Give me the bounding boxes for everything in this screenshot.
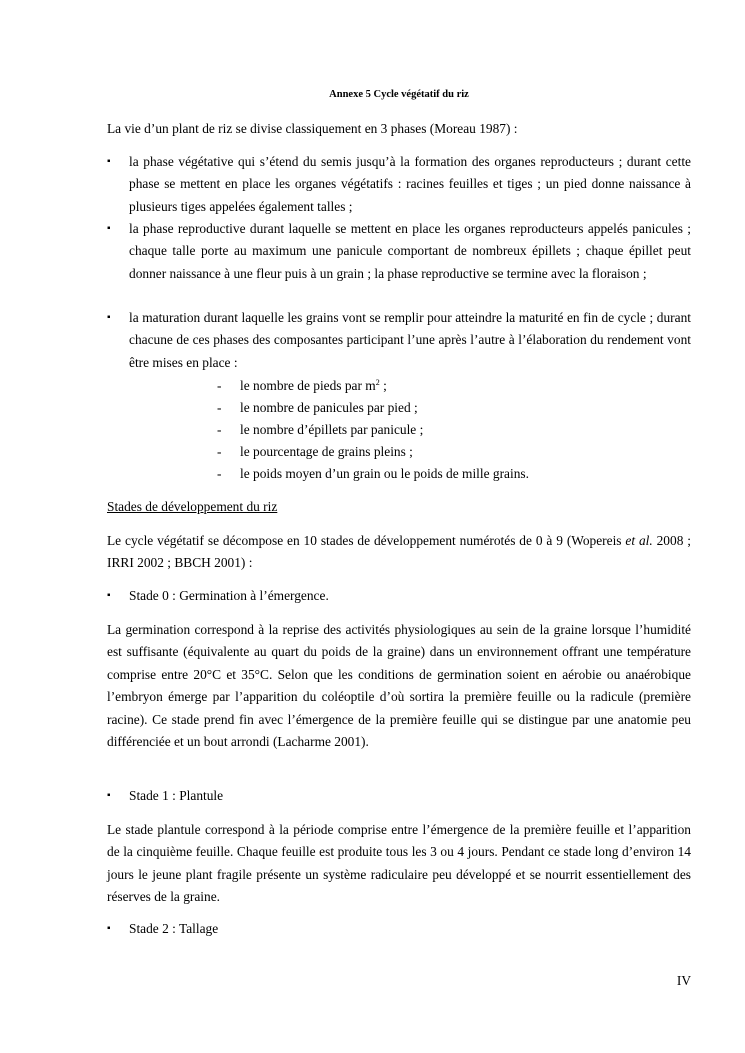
component-text: le poids moyen d’un grain ou le poids de mille grains.: [240, 466, 529, 481]
page-title: Annexe 5 Cycle végétatif du riz: [329, 89, 469, 100]
stage-label: Stade 1 : Plantule: [129, 788, 224, 803]
component-text: le nombre de panicules par pied ;: [240, 400, 418, 415]
section-heading: Stades de développement du riz: [107, 499, 278, 514]
stage-label: Stade 2 : Tallage: [129, 921, 219, 936]
page-number: IV: [676, 973, 691, 988]
bullet-square-icon: ▪: [107, 223, 111, 234]
bullet-square-icon: ▪: [107, 156, 111, 167]
phase-text: la maturation durant laquelle les grains vont se remplir pour atteindre la maturité en fin de cycle ; durant chacune de ces phases des composantes participant l’une après l’autre à l’élaboration du rendement vont être mises en place :: [129, 310, 691, 370]
component-text: le nombre d’épillets par panicule ;: [240, 422, 424, 437]
stage-label: Stade 0 : Germination à l’émergence.: [129, 588, 329, 603]
intro-paragraph: La vie d’un plant de riz se divise classiquement en 3 phases (Moreau 1987) :: [107, 121, 518, 136]
cycle-intro-paragraph: Le cycle végétatif se décompose en 10 stades de développement numérotés de 0 à 9 (Wopereis et al. 2008 ; IRRI 2002 ; BBCH 2001) :: [107, 533, 691, 571]
bullet-square-icon: ▪: [107, 923, 111, 934]
bullet-square-icon: ▪: [107, 312, 111, 323]
component-text: le nombre de pieds par $m^2$ ;: [240, 378, 387, 393]
component-text: le pourcentage de grains pleins ;: [240, 444, 413, 459]
dash-marker: -: [217, 378, 222, 393]
phase-item-maturation: [107, 307, 691, 375]
phase-item-vegetative: [107, 151, 691, 219]
dash-marker: -: [217, 466, 222, 481]
phase-item-reproductive: [107, 218, 691, 308]
bullet-square-icon: ▪: [107, 590, 111, 601]
stage-0-paragraph: La germination correspond à la reprise des activités physiologiques au sein de la graine lorsque l’humidité est suffisante (équivalente au quart du poids de la graine) dans un environnement offrant une température comprise entre 20°C et 35°C. Selon que les conditions de germination soient en aérobie ou anaérobique l’embryon émerge par l’apparition du coléoptile d’où sortira la première feuille ou la radicule (première racine). Ce stade prend fin avec l’émergence de la première feuille qui se distingue par une anatomie peu différenciée et un bout arrondi (Lacharme 2001).: [107, 622, 691, 750]
stage-1-paragraph: Le stade plantule correspond à la période comprise entre l’émergence de la première feuille et l’apparition de la cinquième feuille. Chaque feuille est produite tous les 3 ou 4 jours. Pendant ce stade long d’environ 14 jours le jeune plant fragile présente un système radiculaire peu développé et se nourrit essentiellement des réserves de la graine.: [107, 822, 691, 905]
bullet-square-icon: ▪: [107, 790, 111, 801]
dash-marker: -: [217, 444, 222, 459]
dash-marker: -: [217, 422, 222, 437]
phase-text: la phase reproductive durant laquelle se mettent en place les organes reproducteurs appelés panicules ; chaque talle porte au maximum une panicule comportant de nombreux épillets ; chaque épillet peut donner naissance à une fleur puis à un grain ; la phase reproductive se termine avec la floraison ;: [129, 221, 691, 281]
phase-text: la phase végétative qui s’étend du semis jusqu’à la formation des organes reproducteurs ; durant cette phase se mettent en place les organes végétatifs : racines feuilles et tiges ; un pied donne naissance à plusieurs tiges appelées également talles ;: [129, 154, 691, 214]
dash-marker: -: [217, 400, 222, 415]
